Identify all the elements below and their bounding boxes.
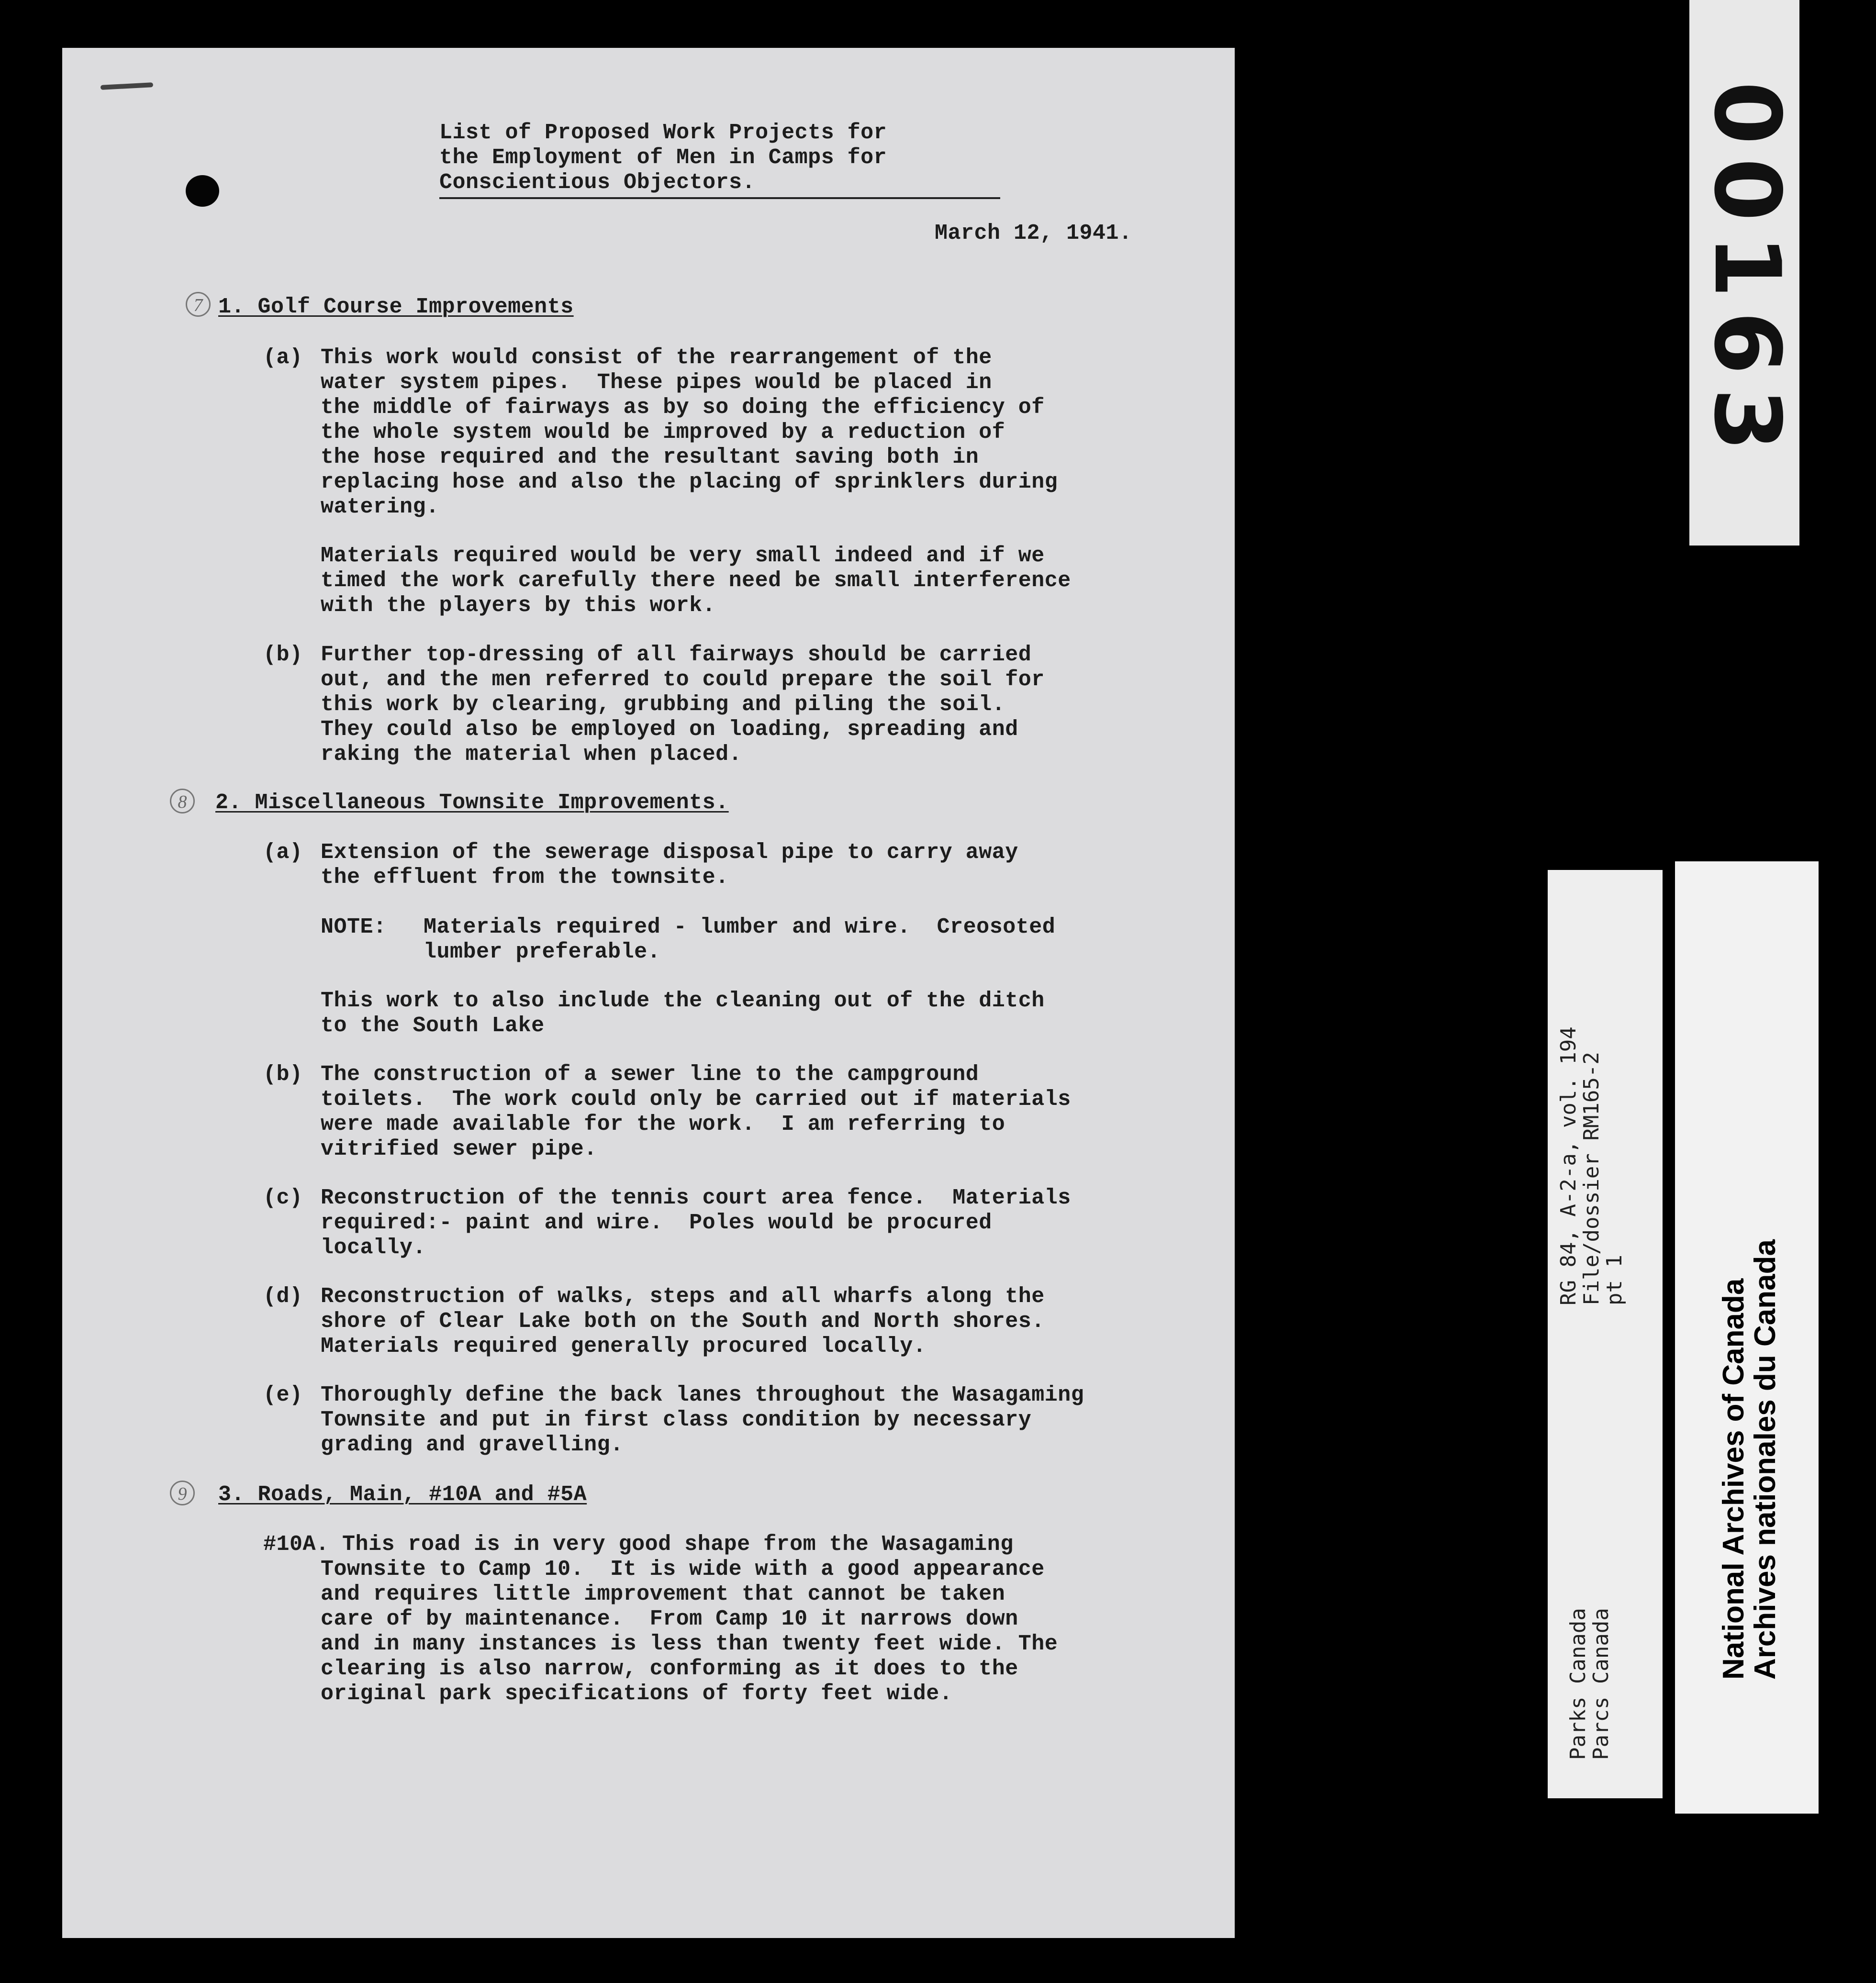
note-line: Materials required - lumber and wire. Creosoted xyxy=(424,915,1056,939)
item-line: the whole system would be improved by a reduction of xyxy=(321,420,1005,445)
punch-hole xyxy=(186,175,219,207)
item-label: (d) xyxy=(263,1284,303,1309)
title-line: Conscientious Objectors. xyxy=(439,170,756,195)
archive-ref-line: pt 1 xyxy=(1602,1255,1627,1305)
item-line: toilets. The work could only be carried out if materials xyxy=(321,1087,1071,1112)
archive-ref-line: RG 84, A-2-a, vol. 194 xyxy=(1556,1026,1581,1305)
paragraph-line: and in many instances is less than twenty feet wide. The xyxy=(321,1632,1058,1656)
item-line: this work by clearing, grubbing and piling the soil. xyxy=(321,692,1005,717)
paragraph-line: #10A. This road is in very good shape from the Wasagaming xyxy=(263,1532,1014,1557)
item-line: Reconstruction of the tennis court area fence. Materials xyxy=(321,1186,1071,1210)
note-line: lumber preferable. xyxy=(424,940,661,964)
item-line: Extension of the sewerage disposal pipe to carry away xyxy=(321,840,1018,865)
item-line: timed the work carefully there need be small interference xyxy=(321,568,1071,593)
item-line: This work would consist of the rearrangement of the xyxy=(321,345,992,370)
item-line: This work to also include the cleaning out of the ditch xyxy=(321,989,1045,1013)
paragraph-line: original park specifications of forty feet wide. xyxy=(321,1682,953,1706)
item-line: Materials required would be very small indeed and if we xyxy=(321,544,1045,568)
item-line: raking the material when placed. xyxy=(321,742,742,767)
paragraph-line: Townsite to Camp 10. It is wide with a good appearance xyxy=(321,1557,1045,1582)
national-archives-tag xyxy=(1675,861,1819,1814)
item-label: (c) xyxy=(263,1186,303,1210)
margin-mark: 8 xyxy=(170,789,195,813)
item-line: water system pipes. These pipes would be placed in xyxy=(321,370,992,395)
item-label: (a) xyxy=(263,345,303,370)
item-line: Townsite and put in first class condition by necessary xyxy=(321,1408,1032,1432)
item-line: the middle of fairways as by so doing the efficiency of xyxy=(321,395,1045,420)
section-heading: 3. Roads, Main, #10A and #5A xyxy=(218,1482,587,1507)
parks-canada-label xyxy=(1567,1608,1613,1760)
archive-ref-line: File/dossier RM165-2 xyxy=(1579,1052,1604,1305)
paragraph-line: and requires little improvement that cannot be taken xyxy=(321,1582,1005,1606)
item-line: shore of Clear Lake both on the South and North shores. xyxy=(321,1309,1045,1334)
item-line: They could also be employed on loading, spreading and xyxy=(321,717,1018,742)
item-line: Reconstruction of walks, steps and all wharfs along the xyxy=(321,1284,1045,1309)
document-page xyxy=(62,48,1235,1938)
film-frame-number xyxy=(1694,0,1799,546)
item-label: (b) xyxy=(263,1062,303,1087)
item-line: the hose required and the resultant saving both in xyxy=(321,445,979,469)
item-line: out, and the men referred to could prepare the soil for xyxy=(321,668,1045,692)
nac-line: National Archives of Canada xyxy=(1717,1278,1750,1680)
margin-mark: 9 xyxy=(170,1481,195,1505)
item-line: required:- paint and wire. Poles would be procured xyxy=(321,1211,992,1235)
item-line: watering. xyxy=(321,495,439,519)
nac-line: Archives nationales du Canada xyxy=(1749,1239,1782,1680)
title-underline xyxy=(439,197,1000,199)
item-line: replacing hose and also the placing of sprinklers during xyxy=(321,470,1058,494)
item-line: to the South Lake xyxy=(321,1014,545,1038)
item-line: the effluent from the townsite. xyxy=(321,865,729,890)
item-line: Further top-dressing of all fairways should be carried xyxy=(321,643,1032,667)
margin-mark: 7 xyxy=(186,292,211,317)
national-archives-label xyxy=(1718,1239,1781,1680)
paragraph-line: clearing is also narrow, conforming as it does to the xyxy=(321,1657,1018,1681)
item-line: locally. xyxy=(321,1236,426,1260)
paragraph-line: care of by maintenance. From Camp 10 it narrows down xyxy=(321,1607,1018,1631)
parks-line: Parcs Canada xyxy=(1589,1608,1613,1760)
item-line: Thoroughly define the back lanes throughout the Wasagaming xyxy=(321,1383,1084,1407)
item-line: were made available for the work. I am referring to xyxy=(321,1112,1005,1136)
section-heading: 2. Miscellaneous Townsite Improvements. xyxy=(215,791,729,815)
title-line: the Employment of Men in Camps for xyxy=(439,145,887,170)
section-heading: 1. Golf Course Improvements xyxy=(218,295,574,319)
parks-line: Parks Canada xyxy=(1566,1608,1590,1760)
item-line: The construction of a sewer line to the campground xyxy=(321,1062,979,1087)
item-line: grading and gravelling. xyxy=(321,1433,624,1457)
item-label: (a) xyxy=(263,840,303,865)
film-frame-number-text: 00163 xyxy=(1694,81,1800,465)
item-line: with the players by this work. xyxy=(321,593,716,618)
archive-reference-tag xyxy=(1548,870,1663,1798)
note-label: NOTE: xyxy=(321,915,387,939)
item-label: (b) xyxy=(263,643,303,667)
document-date: March 12, 1941. xyxy=(935,221,1132,245)
title-line: List of Proposed Work Projects for xyxy=(439,121,887,145)
item-line: Materials required generally procured locally. xyxy=(321,1334,927,1359)
archive-reference xyxy=(1557,1026,1626,1305)
item-line: vitrified sewer pipe. xyxy=(321,1137,597,1161)
ink-scribble xyxy=(100,82,153,90)
item-label: (e) xyxy=(263,1383,303,1407)
